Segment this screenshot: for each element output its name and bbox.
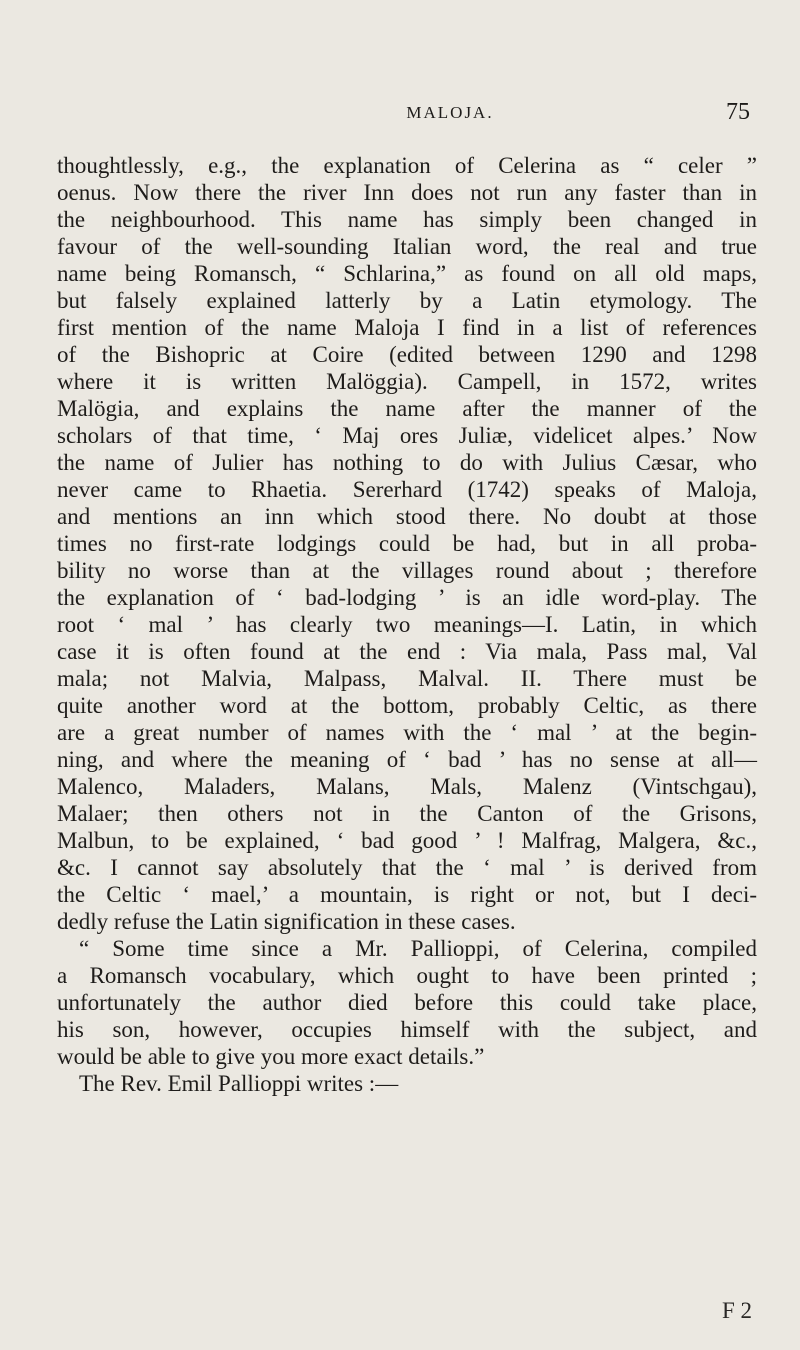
text-line: the explanation of ‘ bad-lodging ’ is an idle word-play. The bbox=[57, 585, 757, 610]
text-line: times no first-rate lodgings could be had, but in all proba- bbox=[57, 531, 757, 556]
text-line: would be able to give you more exact details.” bbox=[57, 1044, 485, 1069]
text-line: are a great number of names with the ‘ mal ’ at the begin- bbox=[57, 720, 757, 745]
text-line: case it is often found at the end : Via mala, Pass mal, Val bbox=[57, 639, 757, 664]
running-title: MALOJA. bbox=[406, 103, 494, 122]
text-line: unfortunately the author died before this could take place, bbox=[57, 990, 757, 1015]
text-line: the Celtic ‘ mael,’ a mountain, is right or not, but I deci- bbox=[57, 882, 757, 907]
text-line: never came to Rhaetia. Sererhard (1742) speaks of Maloja, bbox=[57, 477, 757, 502]
text-line: but falsely explained latterly by a Latin etymology. The bbox=[57, 288, 757, 313]
text-line: first mention of the name Maloja I find in a list of references bbox=[57, 315, 757, 340]
page-number: 75 bbox=[726, 99, 750, 125]
text-line: scholars of that time, ‘ Maj ores Juliæ, videlicet alpes.’ Now bbox=[57, 423, 757, 448]
text-line: Malaer; then others not in the Canton of the Grisons, bbox=[57, 801, 757, 826]
body-text bbox=[57, 152, 757, 1097]
text-line: ning, and where the meaning of ‘ bad ’ has no sense at all— bbox=[57, 747, 757, 772]
text-line: Malbun, to be explained, ‘ bad good ’ ! Malfrag, Malgera, &c., bbox=[57, 828, 757, 853]
text-line: dedly refuse the Latin signification in these cases. bbox=[57, 909, 516, 934]
text-line: oenus. Now there the river Inn does not run any faster than in bbox=[57, 180, 757, 205]
text-line: Malenco, Maladers, Malans, Mals, Malenz (Vintschgau), bbox=[57, 774, 757, 799]
running-head bbox=[150, 99, 750, 127]
text-line: his son, however, occupies himself with the subject, and bbox=[57, 1017, 757, 1042]
text-line: the neighbourhood. This name has simply been changed in bbox=[57, 207, 757, 232]
text-line: &c. I cannot say absolutely that the ‘ mal ’ is derived from bbox=[57, 855, 757, 880]
text-line: of the Bishopric at Coire (edited between 1290 and 1298 bbox=[57, 342, 757, 367]
text-line: mala; not Malvia, Malpass, Malval. II. There must be bbox=[57, 666, 757, 691]
text-line: thoughtlessly, e.g., the explanation of Celerina as “ celer ” bbox=[57, 153, 757, 178]
text-line: where it is written Malöggia). Campell, in 1572, writes bbox=[57, 369, 757, 394]
text-line: favour of the well-sounding Italian word, the real and true bbox=[57, 234, 757, 259]
text-line: bility no worse than at the villages round about ; therefore bbox=[57, 558, 757, 583]
text-line: root ‘ mal ’ has clearly two meanings—I. Latin, in which bbox=[57, 612, 757, 637]
text-line: Malögia, and explains the name after the manner of the bbox=[57, 396, 757, 421]
text-line: “ Some time since a Mr. Pallioppi, of Celerina, compiled bbox=[79, 936, 757, 961]
text-line: The Rev. Emil Pallioppi writes :— bbox=[79, 1071, 399, 1096]
text-line: and mentions an inn which stood there. No doubt at those bbox=[57, 504, 757, 529]
text-line: a Romansch vocabulary, which ought to have been printed ; bbox=[57, 963, 757, 988]
text-line: name being Romansch, “ Schlarina,” as found on all old maps, bbox=[57, 261, 757, 286]
text-line: the name of Julier has nothing to do with Julius Cæsar, who bbox=[57, 450, 757, 475]
text-line: quite another word at the bottom, probably Celtic, as there bbox=[57, 693, 757, 718]
signature-mark: F 2 bbox=[722, 1298, 753, 1323]
